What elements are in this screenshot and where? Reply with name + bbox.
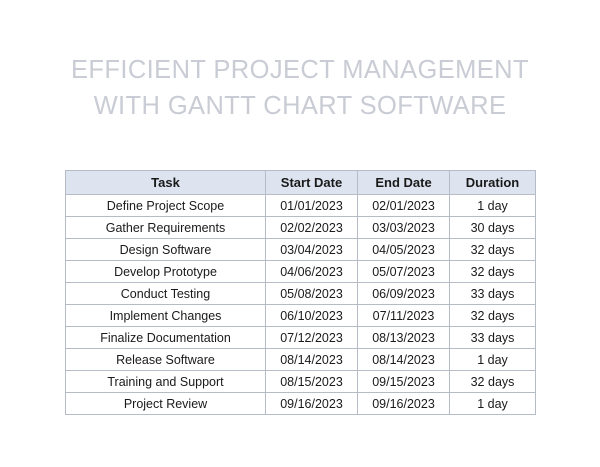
cell-start-date: 09/16/2023 (266, 393, 358, 415)
cell-end-date: 09/16/2023 (358, 393, 450, 415)
cell-task: Design Software (66, 239, 266, 261)
table-row (66, 393, 536, 415)
cell-end-date: 03/03/2023 (358, 217, 450, 239)
table-row (66, 283, 536, 305)
cell-start-date: 01/01/2023 (266, 195, 358, 217)
cell-task: Conduct Testing (66, 283, 266, 305)
cell-task: Project Review (66, 393, 266, 415)
cell-task: Release Software (66, 349, 266, 371)
cell-end-date: 08/13/2023 (358, 327, 450, 349)
column-header-duration: Duration (450, 171, 536, 195)
table-row (66, 305, 536, 327)
table-header (66, 171, 536, 195)
cell-task: Implement Changes (66, 305, 266, 327)
cell-task: Develop Prototype (66, 261, 266, 283)
cell-task: Training and Support (66, 371, 266, 393)
table-row (66, 239, 536, 261)
cell-task: Finalize Documentation (66, 327, 266, 349)
cell-duration: 1 day (450, 349, 536, 371)
cell-start-date: 07/12/2023 (266, 327, 358, 349)
cell-end-date: 07/11/2023 (358, 305, 450, 327)
cell-duration: 32 days (450, 239, 536, 261)
cell-start-date: 02/02/2023 (266, 217, 358, 239)
cell-duration: 1 day (450, 195, 536, 217)
cell-end-date: 06/09/2023 (358, 283, 450, 305)
cell-start-date: 03/04/2023 (266, 239, 358, 261)
project-schedule-table-container (65, 170, 535, 415)
cell-start-date: 04/06/2023 (266, 261, 358, 283)
cell-end-date: 02/01/2023 (358, 195, 450, 217)
cell-start-date: 05/08/2023 (266, 283, 358, 305)
table-row (66, 195, 536, 217)
page-title-line-1: EFFICIENT PROJECT MANAGEMENT (71, 56, 529, 84)
cell-task: Gather Requirements (66, 217, 266, 239)
cell-duration: 32 days (450, 261, 536, 283)
cell-start-date: 08/15/2023 (266, 371, 358, 393)
cell-end-date: 04/05/2023 (358, 239, 450, 261)
cell-end-date: 09/15/2023 (358, 371, 450, 393)
cell-end-date: 08/14/2023 (358, 349, 450, 371)
project-schedule-table (65, 170, 536, 415)
cell-task: Define Project Scope (66, 195, 266, 217)
cell-duration: 30 days (450, 217, 536, 239)
table-row (66, 349, 536, 371)
table-body (66, 195, 536, 415)
table-row (66, 261, 536, 283)
cell-start-date: 08/14/2023 (266, 349, 358, 371)
table-row (66, 327, 536, 349)
column-header-start-date: Start Date (266, 171, 358, 195)
cell-duration: 32 days (450, 371, 536, 393)
page-title-line-2: WITH GANTT CHART SOFTWARE (93, 92, 507, 120)
cell-duration: 33 days (450, 283, 536, 305)
table-row (66, 217, 536, 239)
table-header-row (66, 171, 536, 195)
cell-duration: 32 days (450, 305, 536, 327)
cell-duration: 33 days (450, 327, 536, 349)
cell-end-date: 05/07/2023 (358, 261, 450, 283)
column-header-task: Task (66, 171, 266, 195)
table-row (66, 371, 536, 393)
column-header-end-date: End Date (358, 171, 450, 195)
cell-start-date: 06/10/2023 (266, 305, 358, 327)
page-title (0, 52, 600, 124)
cell-duration: 1 day (450, 393, 536, 415)
